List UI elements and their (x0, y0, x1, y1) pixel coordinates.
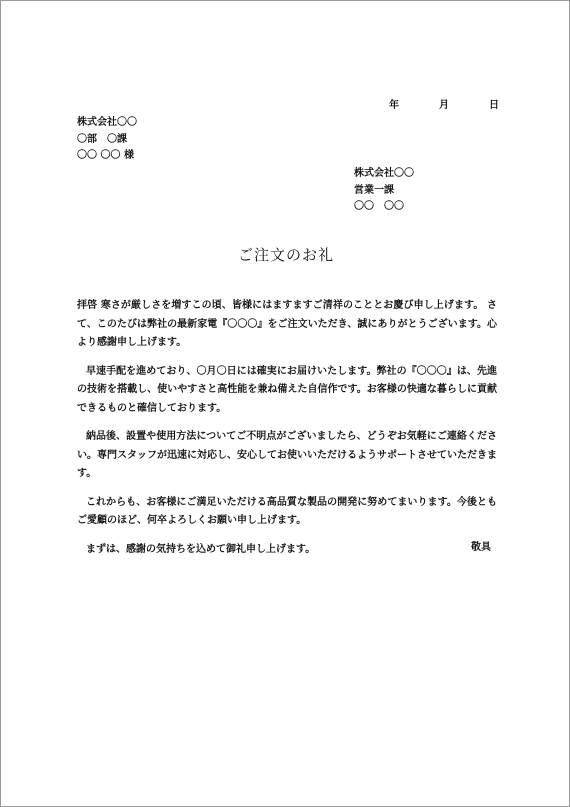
paragraph-delivery: 早速手配を進めており、〇月〇日には確実にお届けいたします。弊社の『〇〇〇』は、先進の技術を搭載し、使いやすさと高性能を兼ね備えた自信作です。お客様の快適な暮らしに貢献できるものと確信しております。 (77, 365, 497, 414)
recipient-block (77, 115, 137, 165)
sender-company: 株式会社〇〇 (354, 168, 414, 179)
date-month: 月 (439, 100, 449, 111)
date-year: 年 (389, 100, 399, 111)
sender-name: 〇〇 〇〇 (354, 201, 404, 212)
paragraph-thanks: まずは、感謝の気持ちを込めて御礼申し上げます。 (86, 543, 316, 555)
recipient-department: 〇部 〇課 (77, 133, 127, 145)
sender-block (354, 166, 414, 216)
paragraph-future: これからも、お客様にご満足いただける高品質な製品の開発に努めてまいります。今後ともご愛顧のほど、何卒よろしくお願い申し上げます。 (77, 496, 497, 526)
letter-title: ご注文のお礼 (237, 246, 334, 264)
letter-body (77, 297, 497, 569)
closing-word: 敬具 (471, 542, 491, 553)
date-line (389, 96, 499, 111)
paragraph-greeting: 拝啓 寒さが厳しさを増すこの頃、皆様にはますますご清祥のこととお慶び申し上げます。 さて、このたびは弊社の最新家電『〇〇〇』をご注文いただき、誠にありがとうございます。心より感謝申し上げます。 (77, 300, 497, 348)
recipient-name: 〇〇 〇〇 様 (77, 150, 134, 161)
recipient-company: 株式会社〇〇 (77, 117, 137, 128)
paragraph-support: 納品後、設置や使用方法についてご不明点がございましたら、どうぞお気軽にご連絡ください。専門スタッフが迅速に対応し、安心してお使いいただけるようサポートさせていただきます。 (77, 431, 497, 479)
date-day: 日 (489, 100, 499, 111)
sender-department: 営業一課 (354, 184, 394, 196)
